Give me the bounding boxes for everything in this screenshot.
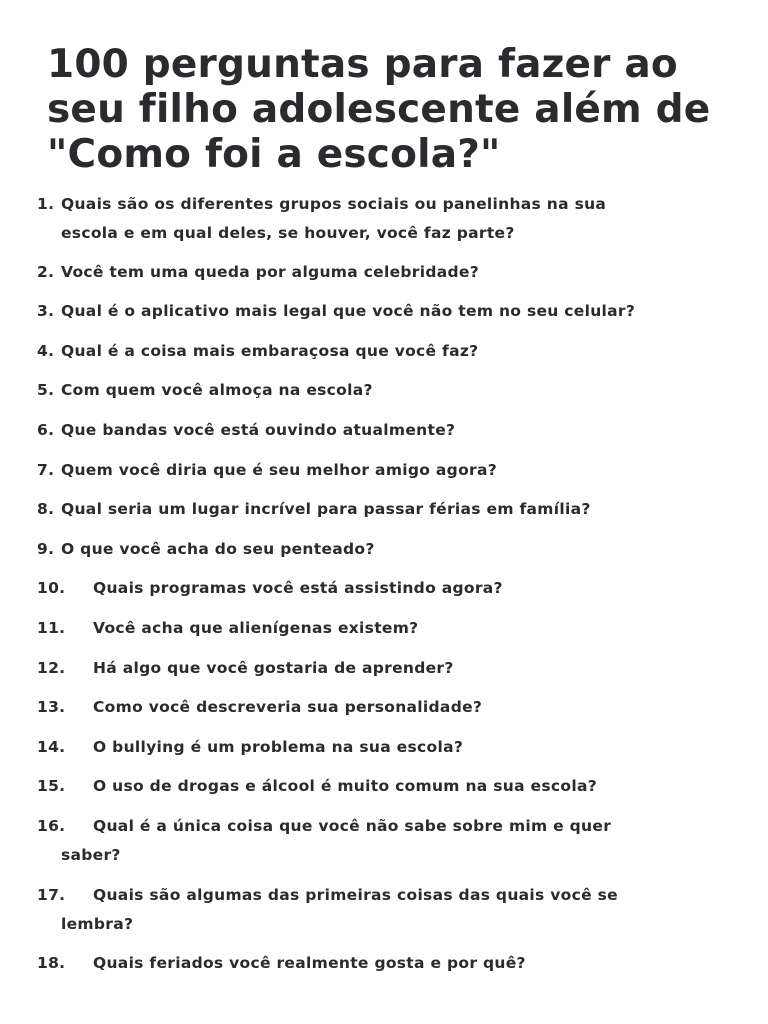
list-item-text: Qual seria um lugar incrível para passar férias em família? bbox=[61, 500, 591, 518]
list-item-text-line bbox=[61, 376, 701, 405]
list-item-text: O que você acha do seu penteado? bbox=[61, 540, 375, 558]
list-item-text: Quem você diria que é seu melhor amigo agora? bbox=[61, 461, 498, 479]
list-item-number: 4. bbox=[37, 342, 55, 360]
list-item bbox=[37, 190, 701, 247]
list-item bbox=[37, 574, 701, 603]
list-item-number: 15. bbox=[37, 777, 66, 795]
list-item-text: Quais são algumas das primeiras coisas das quais você se bbox=[93, 886, 618, 904]
list-item-number: 7. bbox=[37, 461, 55, 479]
list-item-text-line bbox=[61, 416, 701, 445]
list-item-text: O bullying é um problema na sua escola? bbox=[93, 738, 464, 756]
list-item-text: lembra? bbox=[61, 914, 134, 933]
list-item-text: saber? bbox=[61, 845, 121, 864]
list-item-number: 2. bbox=[37, 263, 55, 281]
list-item bbox=[37, 949, 701, 978]
list-item-text-line bbox=[61, 574, 701, 603]
list-item-number: 14. bbox=[37, 738, 66, 756]
list-item-number: 13. bbox=[37, 698, 66, 716]
list-item bbox=[37, 812, 701, 869]
list-item-number: 16. bbox=[37, 817, 66, 835]
list-item bbox=[37, 337, 701, 366]
list-item-text-line bbox=[61, 337, 701, 366]
list-item-number: 11. bbox=[37, 619, 66, 637]
list-item-number: 6. bbox=[37, 421, 55, 439]
list-item-text: Quais são os diferentes grupos sociais ou panelinhas na sua bbox=[61, 195, 607, 213]
list-item bbox=[37, 376, 701, 405]
list-item-number: 5. bbox=[37, 381, 55, 399]
list-item-text-line bbox=[61, 772, 701, 801]
list-item bbox=[37, 733, 701, 762]
list-item-text-line bbox=[61, 297, 701, 326]
list-item bbox=[37, 456, 701, 485]
list-item-text-line bbox=[61, 881, 701, 910]
list-item-text: Quais feriados você realmente gosta e por quê? bbox=[93, 954, 526, 972]
list-item-text: Com quem você almoça na escola? bbox=[61, 381, 373, 399]
list-item-text-line bbox=[61, 456, 701, 485]
list-item-text: Você tem uma queda por alguma celebridade? bbox=[61, 263, 480, 281]
list-item-text-line bbox=[61, 949, 701, 978]
list-item-number: 18. bbox=[37, 954, 66, 972]
list-item bbox=[37, 535, 701, 564]
list-item-text: O uso de drogas e álcool é muito comum na sua escola? bbox=[93, 777, 597, 795]
list-item-number: 3. bbox=[37, 302, 55, 320]
list-item-text-line bbox=[61, 733, 701, 762]
list-item-number: 10. bbox=[37, 579, 66, 597]
list-item bbox=[37, 614, 701, 643]
list-item bbox=[37, 881, 701, 938]
list-item-text: Como você descreveria sua personalidade? bbox=[93, 698, 483, 716]
list-item-text: Que bandas você está ouvindo atualmente? bbox=[61, 421, 456, 439]
list-item bbox=[37, 297, 701, 326]
page-title: 100 perguntas para fazer ao seu filho adolescente além de "Como foi a escola?" bbox=[47, 42, 711, 177]
list-item-number: 8. bbox=[37, 500, 55, 518]
list-item bbox=[37, 416, 701, 445]
list-item-text-line bbox=[61, 841, 701, 870]
list-item bbox=[37, 654, 701, 683]
list-item-text: Há algo que você gostaria de aprender? bbox=[93, 659, 454, 677]
list-item-text: Você acha que alienígenas existem? bbox=[93, 619, 419, 637]
list-item-text: escola e em qual deles, se houver, você faz parte? bbox=[61, 223, 515, 242]
list-item bbox=[37, 495, 701, 524]
list-item-text-line bbox=[61, 495, 701, 524]
list-item-text-line bbox=[61, 258, 701, 287]
list-item bbox=[37, 258, 701, 287]
list-item-number: 12. bbox=[37, 659, 66, 677]
list-item-number: 17. bbox=[37, 886, 66, 904]
list-item bbox=[37, 693, 701, 722]
list-item-text-line bbox=[61, 910, 701, 939]
list-item-text-line bbox=[61, 614, 701, 643]
list-item-text: Qual é a única coisa que você não sabe sobre mim e quer bbox=[93, 817, 612, 835]
list-item-number: 1. bbox=[37, 195, 55, 213]
list-item-text-line bbox=[61, 693, 701, 722]
list-item-text-line bbox=[61, 812, 701, 841]
list-item-text: Qual é o aplicativo mais legal que você não tem no seu celular? bbox=[61, 302, 636, 320]
list-item-text-line bbox=[61, 219, 701, 248]
list-item-text-line bbox=[61, 535, 701, 564]
list-item-text: Quais programas você está assistindo agora? bbox=[93, 579, 503, 597]
list-item-text-line bbox=[61, 190, 701, 219]
list-item bbox=[37, 772, 701, 801]
list-item-number: 9. bbox=[37, 540, 55, 558]
list-item-text-line bbox=[61, 654, 701, 683]
list-item-text: Qual é a coisa mais embaraçosa que você faz? bbox=[61, 342, 479, 360]
